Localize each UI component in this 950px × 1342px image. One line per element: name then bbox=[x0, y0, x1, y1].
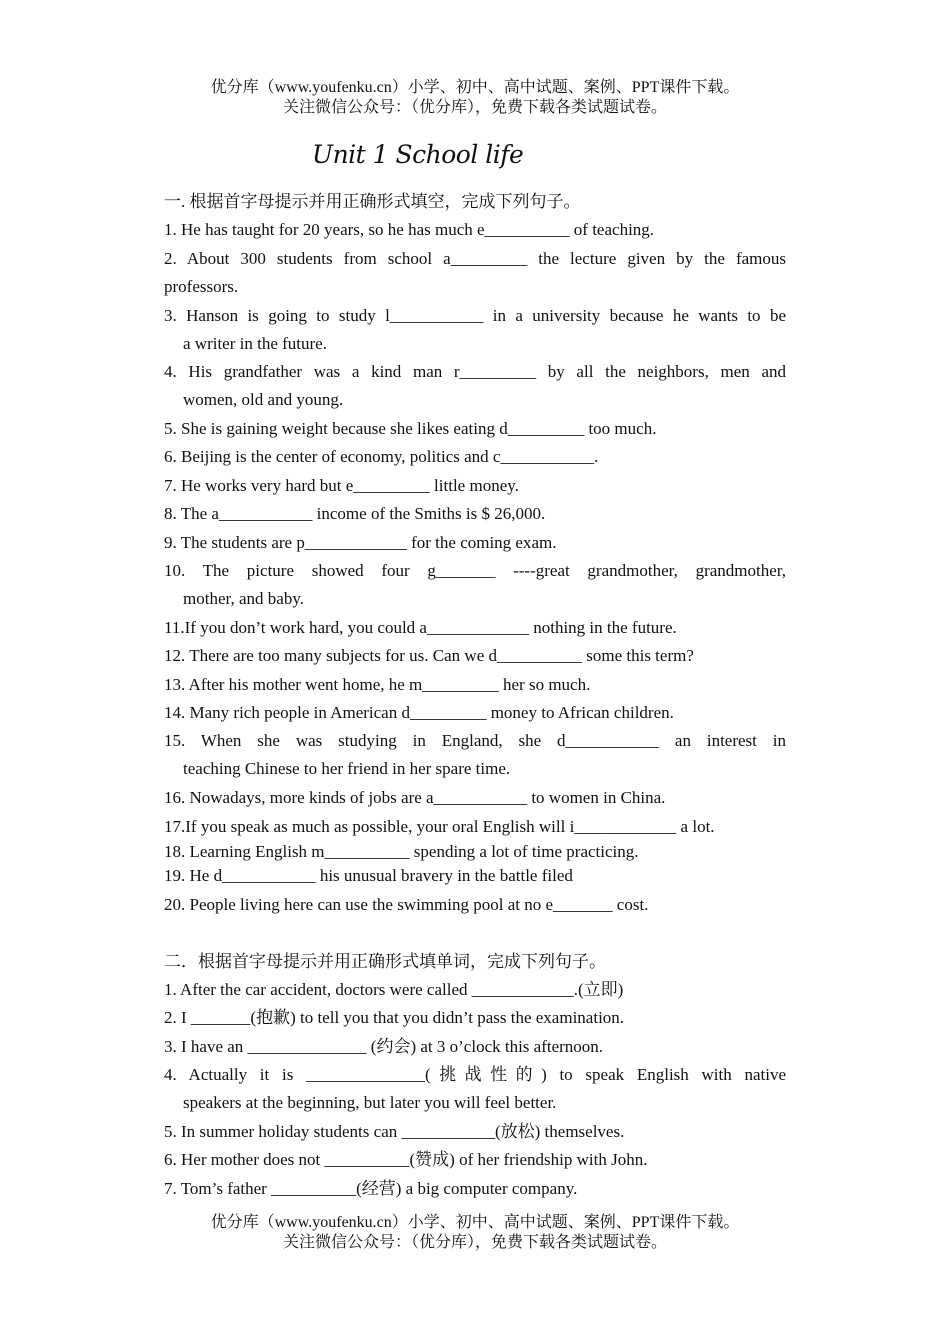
question-text: 8. The a___________ income of the Smiths is $ 26,000. bbox=[164, 504, 546, 523]
s1-question-19 bbox=[164, 862, 786, 890]
s1-question-5 bbox=[164, 415, 786, 443]
question-text: 7. Tom’s father __________(经营) a big computer company. bbox=[164, 1179, 578, 1198]
s2-question-6 bbox=[164, 1146, 786, 1174]
question-continuation: professors. bbox=[164, 277, 239, 297]
s1-question-12 bbox=[164, 642, 786, 670]
question-text: 17.If you speak as much as possible, your oral English will i____________ a lot. bbox=[164, 817, 715, 836]
question-text: 19. He d___________ his unusual bravery in the battle filed bbox=[164, 866, 573, 885]
question-text: 18. Learning English m__________ spending a lot of time practicing. bbox=[164, 842, 639, 861]
footer-line-1: 优分库（www.youfenku.cn）小学、初中、高中试题、案例、PPT课件下载。 bbox=[210, 1214, 740, 1231]
question-text: 6. Beijing is the center of economy, politics and c___________. bbox=[164, 447, 599, 466]
s1-question-8 bbox=[164, 500, 786, 528]
s1-question-4 bbox=[164, 358, 786, 415]
page-title: Unit 1 School life bbox=[312, 140, 524, 169]
question-continuation: a writer in the future. bbox=[183, 334, 327, 354]
question-text: 15. When she was studying in England, she d___________ an interest in bbox=[164, 731, 786, 750]
question-text: 16. Nowadays, more kinds of jobs are a___________ to women in China. bbox=[164, 788, 666, 807]
question-text: 10. The picture showed four g_______ ----great grandmother, grandmother, bbox=[164, 561, 786, 580]
question-text: 20. People living here can use the swimming pool at no e_______ cost. bbox=[164, 895, 649, 914]
question-continuation: teaching Chinese to her friend in her spare time. bbox=[183, 759, 511, 779]
question-text: 1. He has taught for 20 years, so he has much e__________ of teaching. bbox=[164, 220, 655, 239]
header-line-2: 关注微信公众号：（优分库），免费下载各类试题试卷。 bbox=[282, 99, 667, 116]
question-text: 13. After his mother went home, he m_________ her so much. bbox=[164, 675, 591, 694]
header-line-1: 优分库（www.youfenku.cn）小学、初中、高中试题、案例、PPT课件下载。 bbox=[210, 79, 740, 96]
question-text: 2. I _______(抱歉) to tell you that you didn’t pass the examination. bbox=[164, 1008, 625, 1027]
footer-line-2: 关注微信公众号：（优分库），免费下载各类试题试卷。 bbox=[282, 1234, 667, 1251]
question-text: 12. There are too many subjects for us. Can we d__________ some this term? bbox=[164, 646, 694, 665]
s1-question-9 bbox=[164, 529, 786, 557]
s1-question-6 bbox=[164, 443, 786, 471]
s1-question-11 bbox=[164, 614, 786, 642]
question-text: 1. After the car accident, doctors were called ____________.(立即) bbox=[164, 980, 624, 999]
question-text: 5. In summer holiday students can ___________(放松) themselves. bbox=[164, 1122, 625, 1141]
question-continuation: speakers at the beginning, but later you will feel better. bbox=[183, 1093, 557, 1113]
question-text: 7. He works very hard but e_________ little money. bbox=[164, 476, 519, 495]
s2-question-4 bbox=[164, 1061, 786, 1118]
question-continuation: mother, and baby. bbox=[183, 589, 304, 609]
s1-question-13 bbox=[164, 671, 786, 699]
question-continuation: women, old and young. bbox=[183, 390, 344, 410]
s1-question-7 bbox=[164, 472, 786, 500]
question-text: 4. Actually it is ______________(挑战性的) to speak English with native bbox=[164, 1065, 786, 1084]
s2-question-1 bbox=[164, 976, 786, 1004]
question-text: 5. She is gaining weight because she likes eating d_________ too much. bbox=[164, 419, 657, 438]
s1-question-15 bbox=[164, 727, 786, 784]
question-text: 4. His grandfather was a kind man r_________ by all the neighbors, men and bbox=[164, 362, 786, 381]
s1-question-14 bbox=[164, 699, 786, 727]
s1-question-10 bbox=[164, 557, 786, 614]
question-text: 2. About 300 students from school a_________ the lecture given by the famous bbox=[164, 249, 786, 268]
question-text: 6. Her mother does not __________(赞成) of her friendship with John. bbox=[164, 1150, 648, 1169]
s1-question-20 bbox=[164, 891, 786, 919]
section-2-heading: 二．根据首字母提示并用正确形式填单词，完成下列句子。 bbox=[164, 952, 606, 971]
question-text: 3. Hanson is going to study l___________ in a university because he wants to be bbox=[164, 306, 786, 325]
s1-question-3 bbox=[164, 302, 786, 359]
question-text: 3. I have an ______________ (约会) at 3 o’clock this afternoon. bbox=[164, 1037, 604, 1056]
question-text: 9. The students are p____________ for the coming exam. bbox=[164, 533, 557, 552]
s2-question-7 bbox=[164, 1175, 786, 1203]
s2-question-5 bbox=[164, 1118, 786, 1146]
question-text: 14. Many rich people in American d_________ money to African children. bbox=[164, 703, 674, 722]
s1-question-16 bbox=[164, 784, 786, 812]
s2-question-2 bbox=[164, 1004, 786, 1032]
s1-question-2 bbox=[164, 245, 786, 302]
s1-question-1 bbox=[164, 216, 786, 244]
section-1-heading: 一. 根据首字母提示并用正确形式填空，完成下列句子。 bbox=[164, 192, 581, 211]
s2-question-3 bbox=[164, 1033, 786, 1061]
question-text: 11.If you don’t work hard, you could a____________ nothing in the future. bbox=[164, 618, 677, 637]
